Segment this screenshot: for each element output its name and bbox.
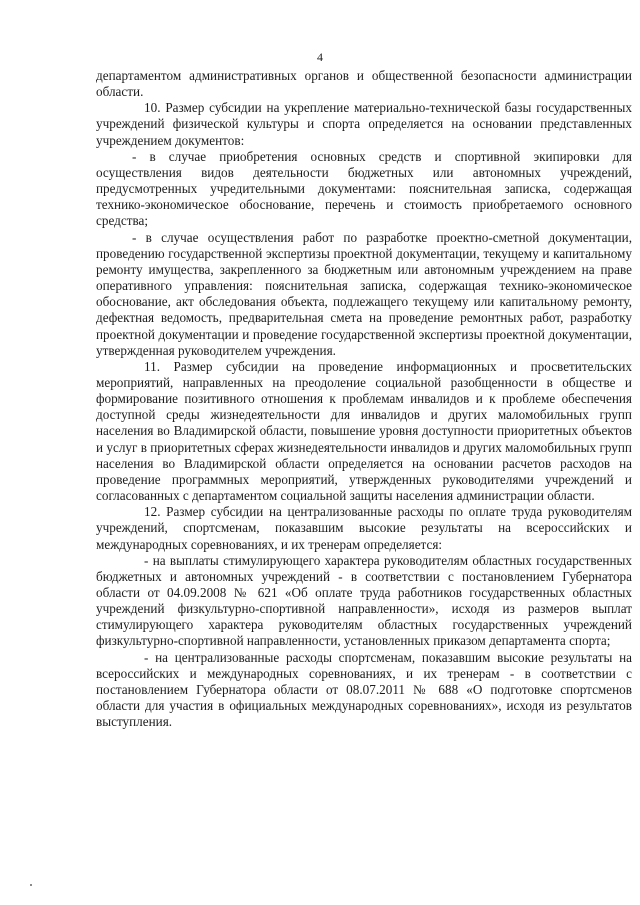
paragraph-item-10-sub-2: - в случае осуществления работ по разработке проектно-сметной документации, проведению государственной экспертизы проектной документации, текущему и капитальному ремонту имущества, закрепленного за бюджетным или автономным учреждением на праве оперативного управления: пояснительная записка, содержащая технико-экономическое обоснование, акт обследования объекта, подлежащего текущему или капитальному ремонту, дефектная ведомость, предварительная смета на проведение ремонтных работ, разработку проектной документации и проведение государственной экспертизы проектной документации, утвержденная руководителем учреждения. (96, 229, 632, 358)
paragraph-item-12-sub-1: - на выплаты стимулирующего характера руководителям областных государственных бюджетных и автономных учреждений - в соответствии с постановлением Губернатора области от 04.09.2008 № 621 «Об оплате труда работников государственных областных учреждений физкультурно-спортивной направленности», исходя из размеров выплат стимулирующего характера руководителям областных государственных учреждений физкультурно-спортивной направленности, установленных приказом департамента спорта; (96, 552, 632, 649)
paragraph-item-11: 11. Размер субсидии на проведение информационных и просветительских мероприятий, направленных на преодоление социальной разобщенности в обществе и формирование позитивного отношения к проблемам инвалидов и к проблеме обеспечения доступной среды жизнедеятельности для инвалидов и других маломобильных групп населения во Владимирской области, повышение уровня доступности приоритетных объектов и услуг в приоритетных сферах жизнедеятельности инвалидов и других маломобильных групп населения во Владимирской области определяется на основании расчетов расходов на проведение программных мероприятий, утвержденных руководителями учреждений и согласованных с департаментом социальной защиты населения администрации области. (96, 358, 632, 504)
paragraph-item-12: 12. Размер субсидии на централизованные расходы по оплате труда руководителям учреждений, спортсменам, показавшим высокие результаты на всероссийских и международных соревнованиях, и их тренерам определяется: (96, 504, 632, 552)
paragraph-item-10: 10. Размер субсидии на укрепление материально-технической базы государственных учреждений физической культуры и спорта определяется на основании представленных учреждением документов: (96, 100, 632, 148)
page-number: 4 (317, 50, 323, 64)
scan-speck (30, 884, 32, 886)
paragraph-item-10-sub-1: - в случае приобретения основных средств и спортивной экипировки для осуществления видов деятельности бюджетных или автономных учреждений, предусмотренных учредительными документами: пояснительная записка, содержащая технико-экономическое обоснование, перечень и стоимость приобретаемого основного средства; (96, 148, 632, 229)
paragraph-continuation: департаментом административных органов и общественной безопасности администрации области. (96, 68, 632, 100)
document-body (96, 68, 632, 730)
paragraph-item-12-sub-2: - на централизованные расходы спортсменам, показавшим высокие результаты на всероссийских и международных соревнованиях, и их тренерам - в соответствии с постановлением Губернатора области от 08.07.2011 № 688 «О подготовке спортсменов области для участия в официальных международных соревнованиях», исходя из результатов выступления. (96, 649, 632, 730)
